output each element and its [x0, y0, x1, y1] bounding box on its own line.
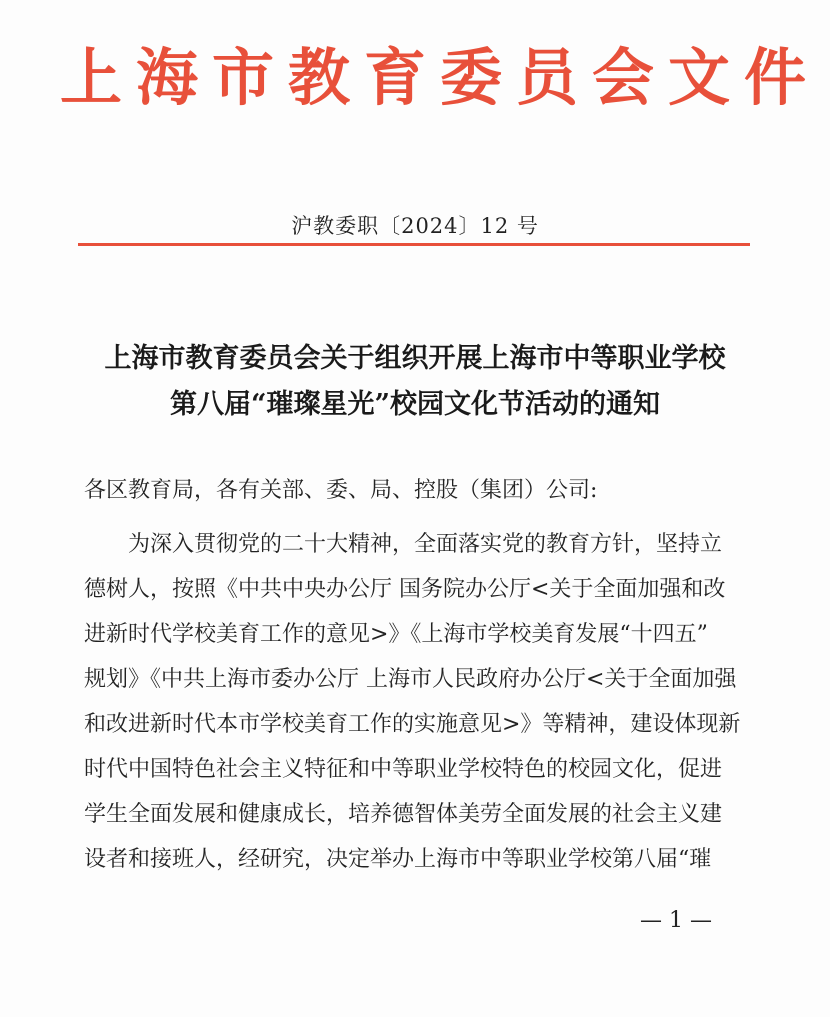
body-line: 时代中国特色社会主义特征和中等职业学校特色的校园文化，促进	[84, 757, 723, 782]
body-line: 德树人，按照《中共中央办公厅 国务院办公厅<关于全面加强和改	[84, 577, 726, 602]
body-line: 学生全面发展和健康成长，培养德智体美劳全面发展的社会主义建	[84, 802, 723, 827]
document-title	[50, 336, 780, 428]
body-line: 为深入贯彻党的二十大精神，全面落实党的教育方针，坚持立	[84, 532, 723, 557]
title-line-1: 上海市教育委员会关于组织开展上海市中等职业学校	[104, 343, 726, 374]
salutation: 各区教育局，各有关部、委、局、控股（集团）公司:	[84, 478, 598, 503]
page-number: — 1 —	[640, 908, 712, 933]
issuer-masthead: 上海市教育委员会文件	[60, 41, 821, 114]
red-divider-line	[78, 243, 750, 246]
body-line: 进新时代学校美育工作的意见>》《上海市学校美育发展“十四五”	[84, 622, 708, 647]
document-number: 沪教委职〔2024〕12 号	[291, 214, 539, 238]
body-line: 设者和接班人，经研究，决定举办上海市中等职业学校第八届“璀	[84, 847, 712, 872]
body-line: 和改进新时代本市学校美育工作的实施意见>》等精神，建设体现新	[84, 712, 741, 737]
body-paragraph	[84, 522, 756, 882]
title-line-2: 第八届“璀璨星光”校园文化节活动的通知	[169, 389, 661, 420]
body-line: 规划》《中共上海市委办公厅 上海市人民政府办公厅<关于全面加强	[84, 667, 737, 692]
